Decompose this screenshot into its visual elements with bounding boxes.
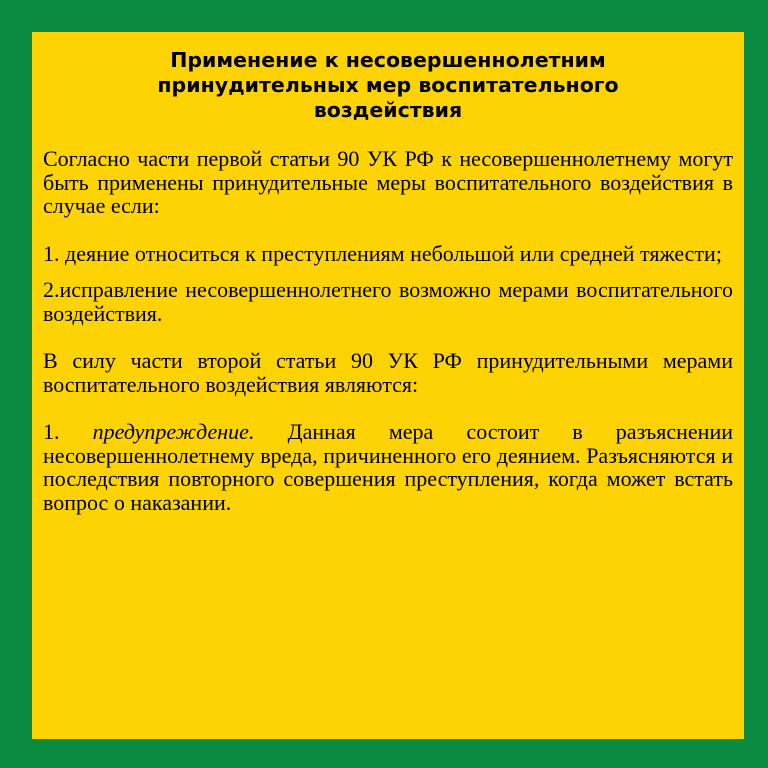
measure-description: Данная мера состоит в разъяснении несовершеннолетнему вреда, причиненного его деянием. Разъясняются и последствия повторного совершения преступления, когда может встать вопрос о наказании. [43, 419, 734, 515]
paragraph-intro: Согласно части первой статьи 90 УК РФ к несовершеннолетнему могут быть применены принудительные меры воспитательного воздействия в случае если: [43, 146, 733, 218]
measure-warning [43, 420, 733, 514]
measure-term: предупреждение. [92, 419, 255, 444]
paragraph-measures: В силу части второй статьи 90 УК РФ принудительными мерами воспитательного воздействия являются: [43, 348, 733, 397]
list-item-2: 2.исправление несовершеннолетнего возможно мерами воспитательного воздействия. [43, 277, 733, 326]
content-card [32, 32, 744, 739]
measure-number: 1. [43, 419, 60, 444]
list-item-1: 1. деяние относиться к преступлениям небольшой или средней тяжести; [43, 240, 722, 266]
page-title: Применение к несовершеннолетним принудительных мер воспитательного воздействия [157, 48, 619, 122]
